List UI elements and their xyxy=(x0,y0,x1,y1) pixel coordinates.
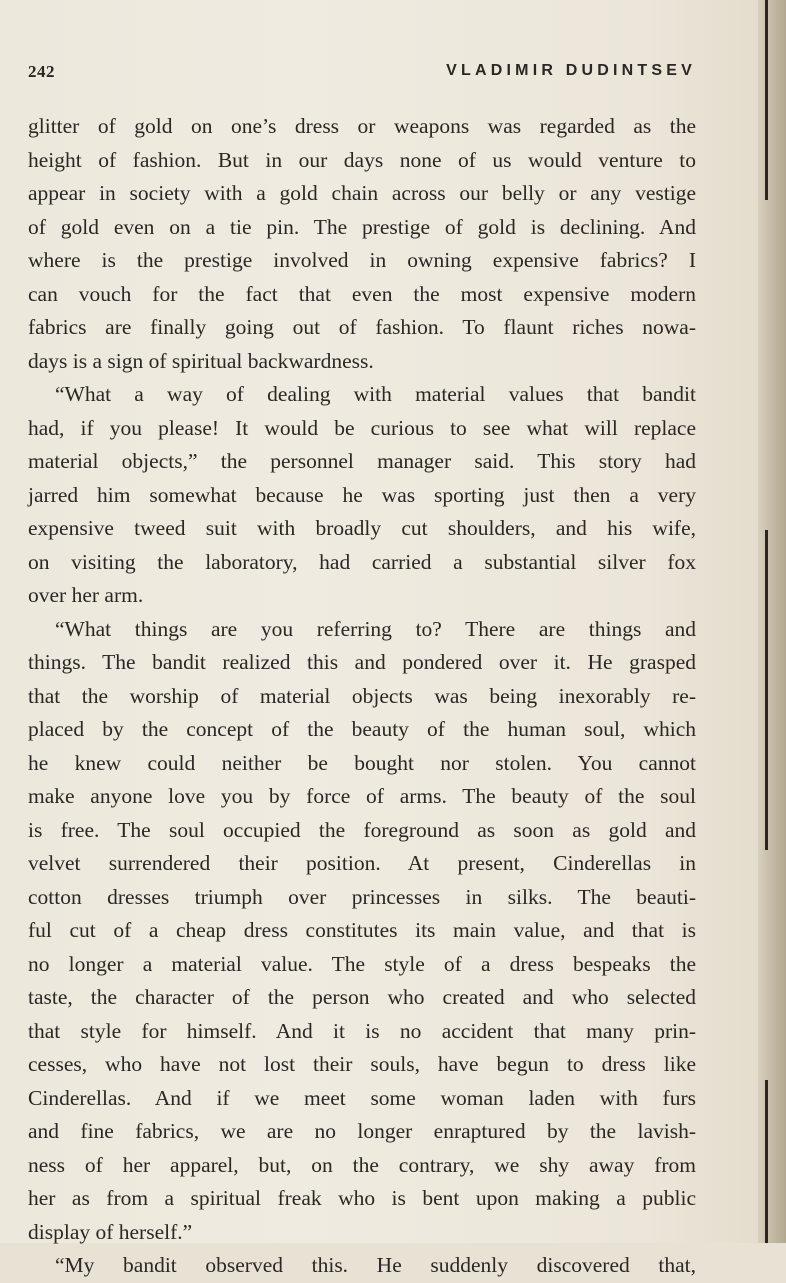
page-edge-shadow xyxy=(765,530,768,850)
text-line: where is the prestige involved in owning expensive fabrics? I xyxy=(28,248,696,272)
text-line: appear in society with a gold chain across our belly or any vestige xyxy=(28,181,696,205)
text-line: no longer a material value. The style of a dress bespeaks the xyxy=(28,951,696,976)
text-line: on visiting the laboratory, had carried a substantial silver fox xyxy=(28,549,696,574)
text-line: things. The bandit realized this and pondered over it. He grasped xyxy=(28,650,696,674)
text-line: that the worship of material objects was being inexorably re- xyxy=(28,683,696,708)
text-line: taste, the character of the person who created and who selected xyxy=(28,985,696,1009)
text-line: of gold even on a tie pin. The prestige of gold is declining. And xyxy=(28,214,696,239)
text-line: placed by the concept of the beauty of the human soul, which xyxy=(28,717,696,741)
text-line: “My bandit observed this. He suddenly discovered that, xyxy=(55,1253,696,1277)
text-line: glitter of gold on one’s dress or weapons was regarded as the xyxy=(28,114,696,138)
text-line: expensive tweed suit with broadly cut shoulders, and his wife, xyxy=(28,516,696,540)
text-line: days is a sign of spiritual backwardness. xyxy=(28,348,374,373)
text-line: fabrics are finally going out of fashion. To flaunt riches nowa- xyxy=(28,315,696,339)
text-line: display of herself.” xyxy=(28,1219,193,1244)
text-line: ness of her apparel, but, on the contrary, we shy away from xyxy=(28,1152,696,1177)
text-line: “What a way of dealing with material values that bandit xyxy=(55,382,696,406)
text-line: ful cut of a cheap dress constitutes its main value, and that is xyxy=(28,918,696,942)
text-line: “What things are you referring to? There are things and xyxy=(55,616,696,641)
text-line: and fine fabrics, we are no longer enraptured by the lavish- xyxy=(28,1119,696,1143)
text-line: jarred him somewhat because he was sporting just then a very xyxy=(28,482,696,507)
page-edge-shadow xyxy=(765,1080,768,1243)
page-header xyxy=(28,62,696,86)
text-line: cesses, who have not lost their souls, have begun to dress like xyxy=(28,1052,696,1076)
text-line: make anyone love you by force of arms. The beauty of the soul xyxy=(28,784,696,808)
page-number: 242 xyxy=(28,62,55,81)
running-head: VLADIMIR DUDINTSEV xyxy=(446,62,696,79)
text-line: her as from a spiritual freak who is bent upon making a public xyxy=(28,1186,696,1210)
body-text xyxy=(28,110,696,1283)
text-line: cotton dresses triumph over princesses in silks. The beauti- xyxy=(28,884,696,909)
text-line: he knew could neither be bought nor stolen. You cannot xyxy=(28,750,696,775)
page-edge xyxy=(758,0,786,1243)
text-line: can vouch for the fact that even the most expensive modern xyxy=(28,281,696,306)
page-edge-shadow xyxy=(765,0,768,200)
text-line: is free. The soul occupied the foreground as soon as gold and xyxy=(28,817,696,842)
text-line: over her arm. xyxy=(28,583,144,607)
text-line: height of fashion. But in our days none of us would venture to xyxy=(28,147,696,172)
text-line: that style for himself. And it is no accident that many prin- xyxy=(28,1018,696,1043)
text-line: Cinderellas. And if we meet some woman laden with furs xyxy=(28,1085,696,1110)
text-line: material objects,” the personnel manager said. This story had xyxy=(28,449,696,473)
text-line: had, if you please! It would be curious to see what will replace xyxy=(28,415,696,440)
text-line: velvet surrendered their position. At present, Cinderellas in xyxy=(28,851,696,875)
